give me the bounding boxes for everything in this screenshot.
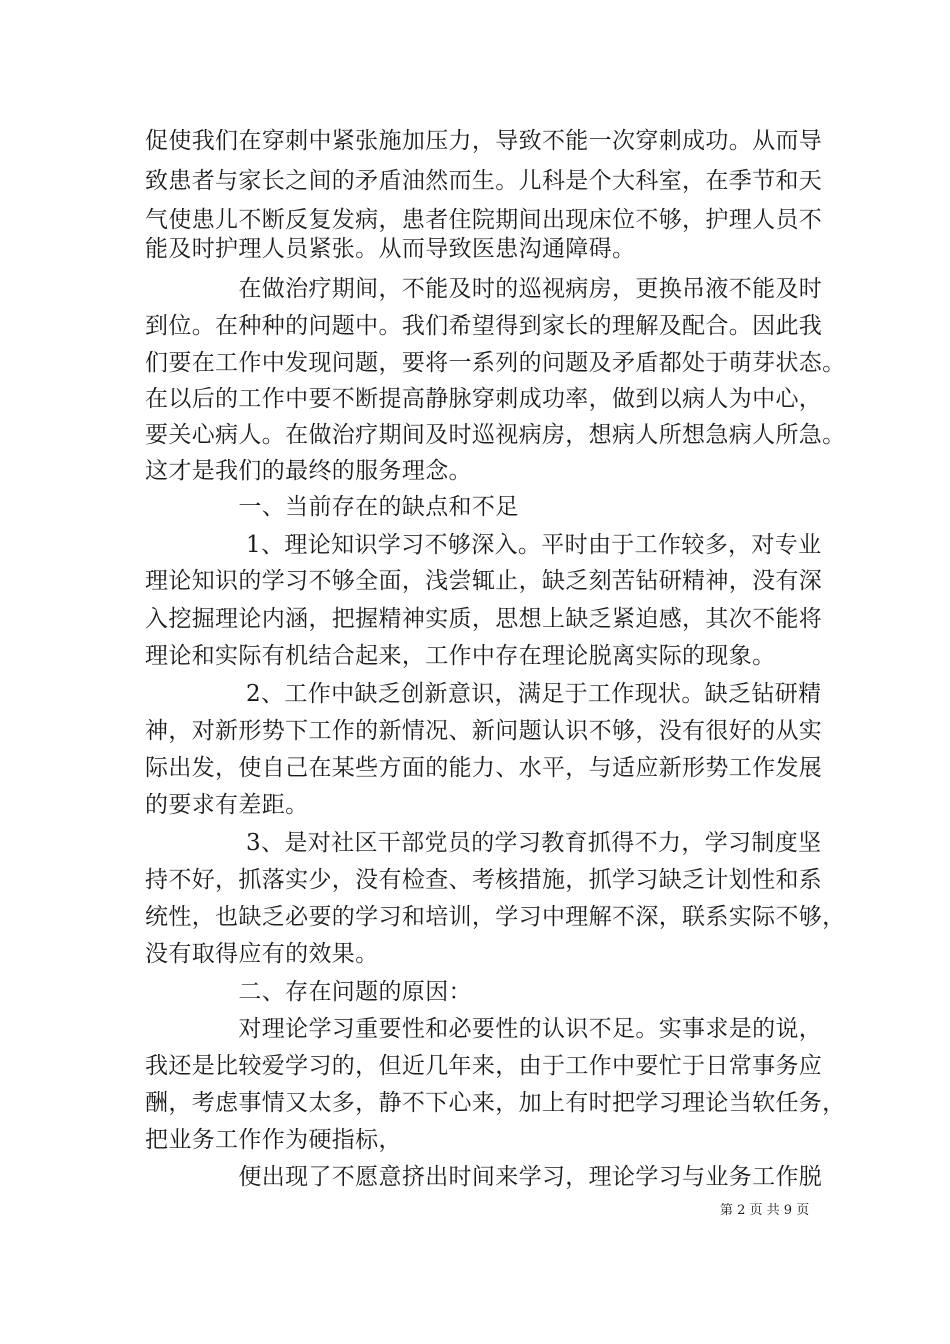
body-text-line: 对理论学习重要性和必要性的认识不足。实事求是的说，	[145, 1016, 823, 1042]
body-text-line: 酬，考虑事情又太多，静不下心来，加上有时把学习理论当软任务，	[145, 1090, 846, 1116]
body-text-line: 3、是对社区干部党员的学习教育抓得不力，学习制度坚	[145, 830, 822, 856]
body-text-line: 把业务工作作为硬指标，	[145, 1127, 402, 1153]
body-text-line: 要关心病人。在做治疗期间及时巡视病房，想病人所想急病人所急。	[145, 422, 846, 448]
body-text-line: 便出现了不愿意挤出时间来学习，理论学习与业务工作脱	[145, 1164, 823, 1190]
body-text-line: 理论知识的学习不够全面，浅尝辄止，缺乏刻苦钻研精神，没有深	[145, 568, 823, 594]
body-text-line: 2、工作中缺乏创新意识，满足于工作现状。缺乏钻研精	[145, 681, 822, 707]
section-heading: 一、当前存在的缺点和不足	[145, 494, 519, 520]
body-text-line: 气使患儿不断反复发病，患者住院期间出现床位不够，护理人员不	[145, 207, 823, 233]
body-text-line: 持不好，抓落实少，没有检查、考核措施，抓学习缺乏计划性和系	[145, 867, 823, 893]
body-text-line: 在以后的工作中要不断提高静脉穿刺成功率，做到以病人为中心，	[145, 386, 823, 412]
body-text-line: 到位。在种种的问题中。我们希望得到家长的理解及配合。因此我	[145, 313, 823, 339]
body-text-line: 的要求有差距。	[145, 792, 309, 818]
body-text-line: 促使我们在穿刺中紧张施加压力，导致不能一次穿刺成功。从而导	[145, 128, 823, 154]
page-number-footer: 第 2 页 共 9 页	[720, 1203, 810, 1218]
body-text-line: 们要在工作中发现问题，要将一系列的问题及矛盾都处于萌芽状态。	[145, 350, 846, 376]
body-text-line: 没有取得应有的效果。	[145, 941, 379, 967]
body-text-line: 入挖掘理论内涵，把握精神实质，思想上缺乏紧迫感，其次不能将	[145, 606, 823, 632]
body-text-line: 能及时护理人员紧张。从而导致医患沟通障碍。	[145, 236, 636, 262]
section-heading: 二、存在问题的原因：	[145, 979, 472, 1005]
body-text-line: 在做治疗期间，不能及时的巡视病房，更换吊液不能及时	[145, 276, 823, 302]
body-text-line: 神，对新形势下工作的新情况、新问题认识不够，没有很好的从实	[145, 718, 823, 744]
body-text-line: 1、理论知识学习不够深入。平时由于工作较多，对专业	[145, 532, 822, 558]
body-text-line: 统性，也缺乏必要的学习和培训，学习中理解不深，联系实际不够，	[145, 904, 846, 930]
body-text-line: 这才是我们的最终的服务理念。	[145, 458, 472, 484]
body-text-line: 我还是比较爱学习的，但近几年来，由于工作中要忙于日常事务应	[145, 1053, 823, 1079]
body-text-line: 理论和实际有机结合起来，工作中存在理论脱离实际的现象。	[145, 643, 776, 669]
body-text-line: 际出发，使自己在某些方面的能力、水平，与适应新形势工作发展	[145, 755, 823, 781]
body-text-line: 致患者与家长之间的矛盾油然而生。儿科是个大科室，在季节和天	[145, 168, 823, 194]
